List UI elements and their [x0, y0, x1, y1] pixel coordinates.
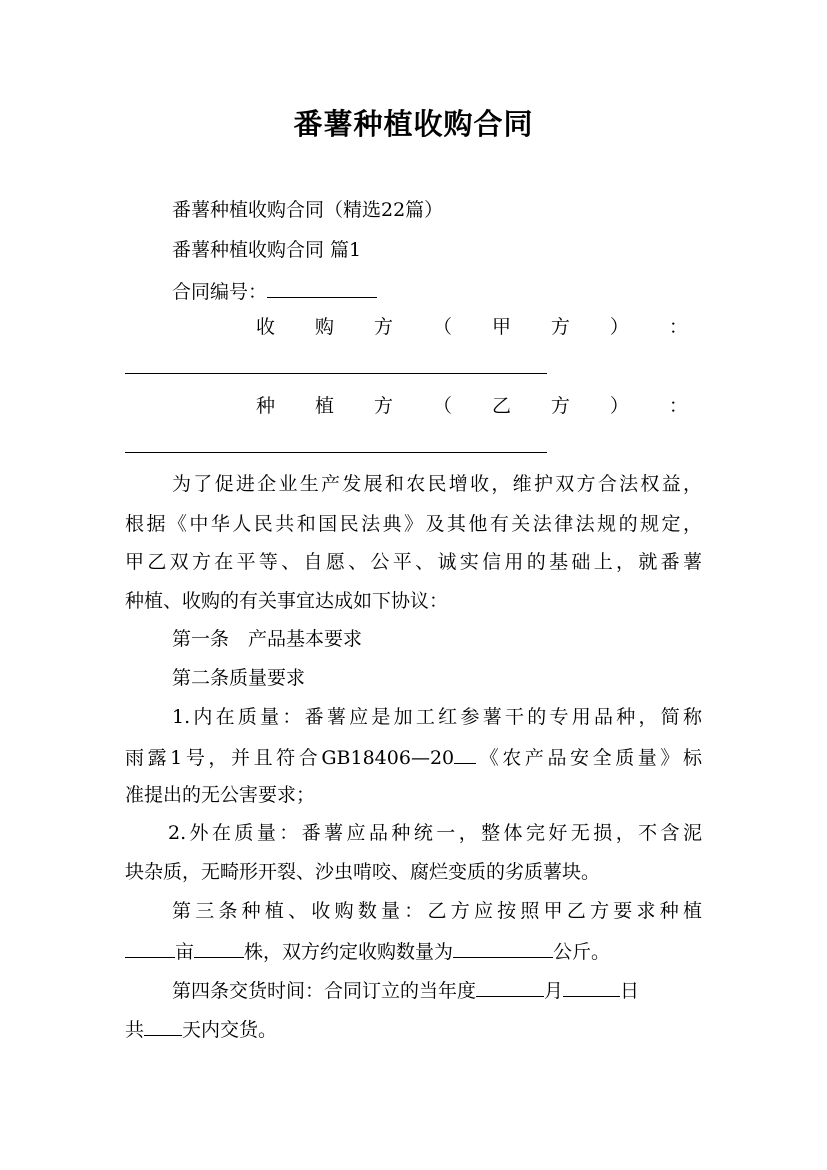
buyer-char: 购	[314, 316, 334, 338]
days-blank	[144, 1017, 182, 1036]
buyer-name-blank	[125, 373, 547, 374]
item-2-line-1: 2.外在质量：番薯应品种统一，整体完好无损，不含泥	[168, 822, 702, 844]
grower-char: 乙	[491, 395, 511, 417]
article-2-heading: 第二条质量要求	[172, 667, 306, 689]
grower-char: 方	[550, 395, 570, 417]
year-blank	[454, 745, 476, 764]
article-3-line-1: 第三条种植、收购数量：乙方应按照甲乙方要求种植	[172, 900, 702, 922]
item-1-line-1: 1.内在质量：番薯应是加工红参薯干的专用品种，简称	[172, 706, 702, 728]
contract-number-label: 合同编号：	[172, 281, 268, 303]
intro-line: 根据《中华人民共和国民法典》及其他有关法律法规的规定，	[125, 513, 702, 535]
buyer-party-label	[256, 316, 688, 338]
article-3-text: 亩	[175, 941, 195, 963]
buyer-char: ：	[668, 316, 688, 338]
buyer-char: （	[432, 316, 452, 338]
article-4-line-2	[125, 1017, 702, 1041]
grower-party-label	[256, 395, 688, 417]
grower-char: （	[432, 395, 452, 417]
item-1-line-3: 准提出的无公害要求；	[125, 784, 316, 806]
grower-char: ：	[668, 395, 688, 417]
item-1-text: 雨露1号，并且符合GB18406—20	[125, 747, 455, 769]
article-4-text: 日	[620, 980, 640, 1002]
intro-line: 为了促进企业生产发展和农民增收，维护双方合法权益，	[172, 473, 702, 495]
article-3-line-2	[125, 939, 702, 963]
day-blank	[563, 978, 620, 997]
contract-number-blank	[267, 279, 377, 298]
section-heading: 番薯种植收购合同 篇1	[172, 239, 362, 261]
grower-char: 种	[256, 395, 276, 417]
article-4-text: 第四条交货时间：合同订立的当年度	[172, 980, 477, 1002]
article-4-text: 共	[125, 1019, 145, 1041]
item-2-line-2: 块杂质，无畸形开裂、沙虫啃咬、腐烂变质的劣质薯块。	[125, 861, 601, 883]
item-1-line-2	[125, 745, 702, 769]
article-3-text: 公斤。	[553, 941, 611, 963]
plant-count-blank	[194, 939, 244, 958]
buyer-char: ）	[609, 316, 629, 338]
buyer-char: 收	[256, 316, 276, 338]
buyer-char: 方	[373, 316, 393, 338]
contract-number-line	[172, 279, 702, 303]
month-blank	[476, 978, 544, 997]
buyer-char: 方	[550, 316, 570, 338]
buyer-char: 甲	[491, 316, 511, 338]
intro-line: 种植、收购的有关事宜达成如下协议：	[125, 590, 449, 612]
grower-char: ）	[609, 395, 629, 417]
item-1-text: 《农产品安全质量》标	[476, 747, 702, 769]
grower-char: 植	[314, 395, 334, 417]
intro-line: 甲乙双方在平等、自愿、公平、诚实信用的基础上，就番薯	[125, 551, 702, 573]
article-1-heading: 第一条 产品基本要求	[172, 628, 363, 650]
article-4-text: 天内交货。	[182, 1019, 278, 1041]
grower-char: 方	[373, 395, 393, 417]
grower-name-blank	[125, 452, 547, 453]
document-subtitle: 番薯种植收购合同（精选22篇）	[172, 199, 444, 221]
mu-blank	[125, 939, 175, 958]
article-4-text: 月	[544, 980, 564, 1002]
document-title: 番薯种植收购合同	[293, 107, 534, 141]
article-4-line-1	[172, 978, 702, 1002]
quantity-blank	[453, 939, 553, 958]
article-3-text: 株，双方约定收购数量为	[244, 941, 454, 963]
